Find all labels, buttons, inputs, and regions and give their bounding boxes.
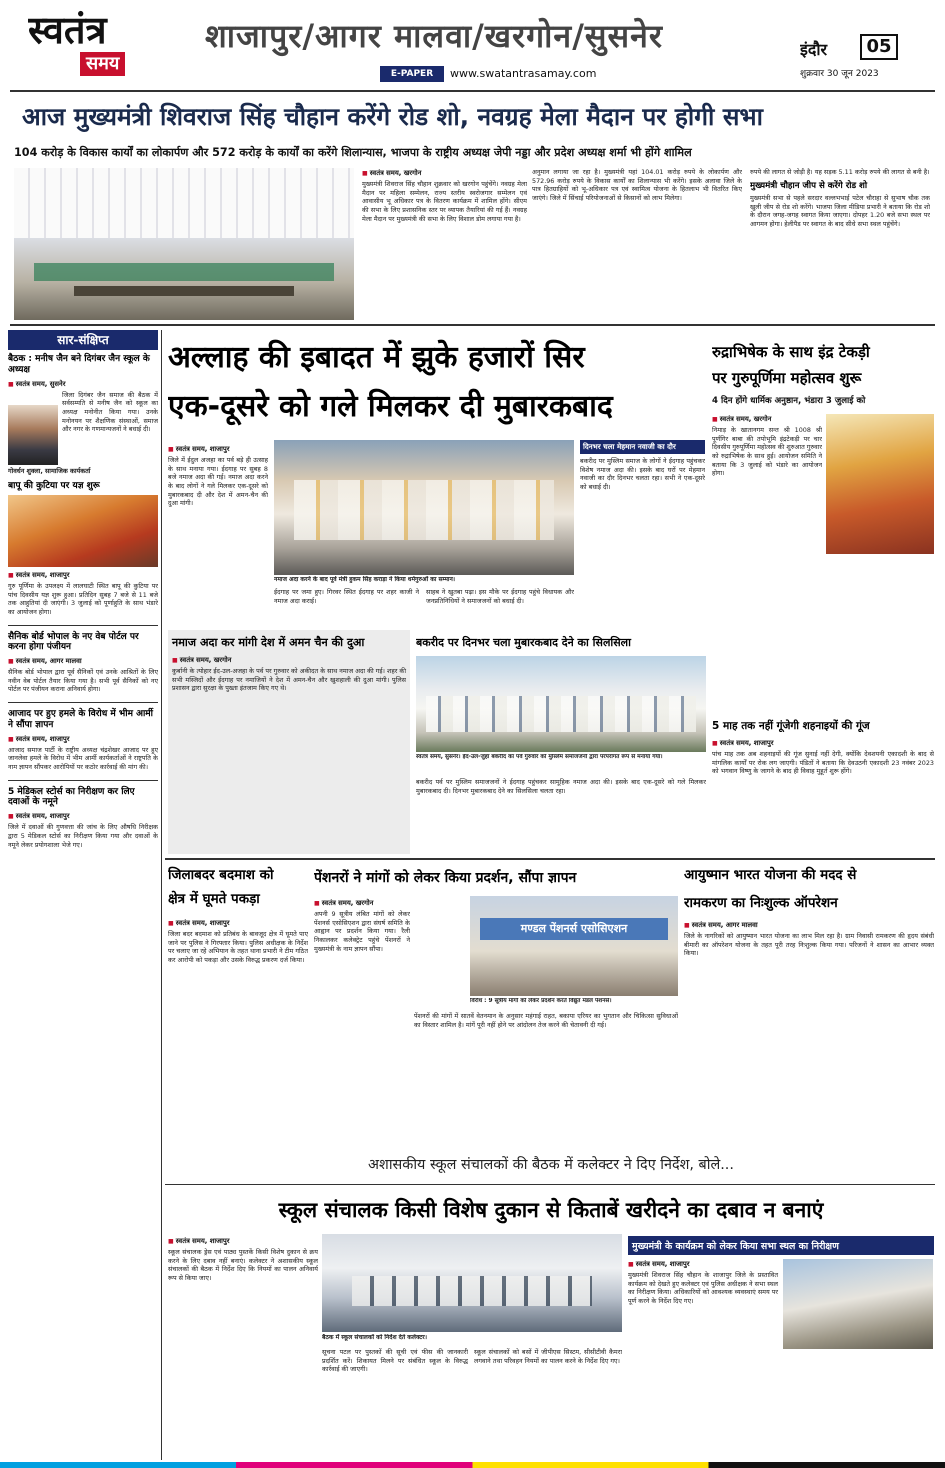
registration-bar (0, 1462, 945, 1468)
school-rule (165, 1184, 935, 1185)
shehnai-headline: 5 माह तक नहीं गूंजेगी शहनाइयों की गूंज (712, 720, 870, 732)
epaper-label: E-PAPER (380, 66, 444, 82)
sidebar-item-byline: ■ स्वतंत्र समय, शाजापुर (8, 570, 158, 579)
sidebar-item-body: सैनिक बोर्ड भोपाल द्वारा पूर्व सैनिकों एवं उनके आश्रितों के लिए नवीन वेब पोर्टल तैयार किया गया है। सभी पूर्व सैनिकों को नए पोर्टल पर पंजीयन कराना अनिवार्य होगा। (8, 668, 158, 694)
eid-headline-2: एक-दूसरे को गले मिलकर दी मुबारकबाद (168, 389, 613, 424)
zila-col (168, 918, 308, 1058)
rudra-photo (826, 414, 934, 554)
pension-col2 (414, 1012, 678, 1058)
sidebar-item (8, 702, 158, 772)
sidebar-item-byline: ■ स्वतंत्र समय, शाजापुर (8, 811, 158, 820)
zila-body: जिला बदर बदमाश को प्रतिबंध के बावजूद क्षेत्र में घूमते पाए जाने पर पुलिस ने गिरफ्तार किया। पुलिस अधीक्षक के निर्देश पर चलाए जा रहे अभियान के तहत थाना प्रभारी ने टीम गठित कर आरोपी को पकड़ा और उसके विरुद्ध प्रकरण दर्ज किया। (168, 930, 308, 964)
sidebar-item-byline: ■ स्वतंत्र समय, शाजापुर (8, 734, 158, 743)
ayush-col (684, 920, 934, 1060)
namaz-headline: नमाज अदा कर मांगी देश में अमन चैन की दुआ (172, 636, 365, 649)
pension-byline: ■ स्वतंत्र समय, खरगोन (314, 898, 410, 907)
eid-box-body: बकरीद पर मुस्लिम समाज के लोगों ने ईदगाह पहुंचकर विशेष नमाज अदा की। इसके बाद घरों पर मेहमान नवाजी का दौर दिनभर चलता रहा। सभी ने एक-दूसरे को बधाई दी। (580, 457, 705, 491)
yagya-photo (8, 495, 158, 567)
logo-bottom: समय (80, 52, 125, 76)
pension-col1 (314, 898, 410, 1058)
portrait-caption: गोवर्धन शुक्ला, सामाजिक कार्यकर्ता (8, 466, 91, 475)
school-col3 (474, 1348, 622, 1460)
dome-photo (14, 168, 354, 320)
sidebar-item-head: 5 मेडिकल स्टोर्स का निरीक्षण कर लिए दवाओं के नमूने (8, 786, 135, 808)
ayush-headline-1: आयुष्मान भारत योजना की मदद से (684, 867, 857, 883)
school-body2: सूचना पटल पर पुस्तकों की सूची एवं फीस की जानकारी प्रदर्शित करें। शिकायत मिलने पर संबंधित स्कूल के विरुद्ध कार्रवाई की जाएगी। (322, 1348, 468, 1374)
masthead (0, 0, 945, 90)
lead-col1 (362, 168, 527, 320)
page-number: 05 (860, 34, 898, 60)
lead-subhead: 104 करोड़ के विकास कार्यों का लोकार्पण और 572 करोड़ के कार्यों का करेंगे शिलान्यास, भाजपा के राष्ट्रीय अध्यक्ष जेपी नड्डा और प्रदेश अध्यक्ष शर्मा भी होंगे शामिल (14, 146, 692, 159)
sidebar-title: सार-संक्षिप्त (8, 330, 158, 350)
lead-col2-text: अनुमान लगाया जा रहा है। मुख्यमंत्री यहां 104.01 करोड़ रुपये के लोकार्पण और 572.96 करोड़ रुपये के विकास कार्यों का शिलान्यास भी करेंगे। इसके अलावा जिले के पात्र हितग्राहियों को भू-अधिकार पत्र एवं स्वामित्व योजना के हितलाभ भी वितरित किए जाएंगे। जिले में सिंचाई परियोजनाओं से किसानों को लाभ मिलेगा। (532, 168, 742, 202)
sidebar-item (8, 481, 158, 616)
shehnai-col (712, 738, 934, 850)
lead-col2 (532, 168, 742, 320)
sidebar-item-head: आजाद पर हुए हमले के विरोध में भीम आर्मी ने सौंपा ज्ञापन (8, 709, 153, 730)
school-headline: स्कूल संचालक किसी विशेष दुकान से किताबें खरीदने का दबाव न बनाएं (278, 1198, 824, 1222)
masthead-rule (10, 90, 935, 92)
lead-headline: आज मुख्यमंत्री शिवराज सिंह चौहान करेंगे रोड शो, नवग्रह मेला मैदान पर होगी सभा (22, 102, 763, 131)
eid-body2: ईदगाह पर जमा हुए। गिरवर स्थित ईदगाह पर शहर काजी ने नमाज अदा कराई। (274, 588, 419, 605)
sidebar-item-head: सैनिक बोर्ड भोपाल के नए वेब पोर्टल पर करना होगा पंजीयन (8, 631, 139, 653)
sidebar-item-body: जिला दिगंबर जैन समाज की बैठक में सर्वसम्मति से मनीष जैन को स्कूल का अध्यक्ष मनोनीत किया गया। उनके मनोनयन पर शैक्षणिक संस्थाओं, समाज और नगर के गणमान्यजनों ने बधाई दी। (62, 390, 158, 434)
school-body1: स्कूल संचालक ड्रेस एवं पाठ्य पुस्तकें किसी विशेष दुकान से क्रय करने के लिए दबाव नहीं बनाएं। कलेक्टर ने अशासकीय स्कूल संचालकों की बैठक में निर्देश दिए कि नियमों का पालन अनिवार्य रूप से किया जाए। (168, 1248, 318, 1282)
eid-photo-caption: नमाज अदा करने के बाद पूर्व मंत्री हुकम सिंह कराड़ा ने किया धर्मगुरुओं का सम्मान। (274, 576, 456, 583)
issue-date: शुक्रवार 30 जून 2023 (800, 69, 879, 79)
namaz-box (168, 630, 410, 854)
ayush-byline: ■ स्वतंत्र समय, आगर मालवा (684, 920, 934, 929)
website: www.swatantrasamay.com (450, 67, 597, 80)
cmvisit-box (628, 1236, 934, 1462)
school-body3: स्कूल संचालकों को बसों में जीपीएस सिस्टम, सीसीटीवी कैमरा लगवाने तथा परिवहन नियमों का पालन करने के निर्देश दिए गए। (474, 1348, 622, 1365)
rudra-headline-2: पर गुरुपूर्णिमा महोत्सव शुरू (712, 369, 862, 387)
pension-body2: पेंशनरों की मांगों में सातवें वेतनमान के अनुसार महंगाई राहत, बकाया एरियर का भुगतान और चिकित्सा सुविधाओं का विस्तार शामिल है। मांगें पूरी नहीं होने पर आंदोलन तेज करने की चेतावनी दी गई। (414, 1012, 678, 1029)
bakrid-col (416, 778, 706, 852)
school-photo (322, 1234, 622, 1332)
zila-byline: ■ स्वतंत्र समय, शाजापुर (168, 918, 308, 927)
shehnai-body: पांच माह तक अब शहनाइयों की गूंज सुनाई नहीं देगी, क्योंकि देवशयनी एकादशी के बाद से मांगलिक कार्यों पर रोक लग जाएगी। पंडितों ने बताया कि देवउठनी एकादशी 23 नवंबर 2023 को भगवान विष्णु के जागने के बाद ही विवाह मुहूर्त शुरू होंगे। (712, 750, 934, 776)
school-kicker: अशासकीय स्कूल संचालकों की बैठक में कलेक्टर ने दिए निर्देश, बोले... (368, 1157, 734, 1173)
eid-col3 (426, 588, 574, 628)
eid-body1: जिले में ईदुल अजहा का पर्व बड़े ही उत्साह के साथ मनाया गया। ईदगाह पर सुबह 8 बजे नमाज अदा की गई। नमाज अदा करने के बाद लोगों ने गले मिलकर एक-दूसरे को मुबारकबाद दी और देश में अमन-चैन की दुआ मांगी। (168, 456, 268, 508)
sidebar-item-byline: ■ स्वतंत्र समय, आगर मालवा (8, 656, 158, 665)
lead-rule (10, 324, 935, 326)
eid-col1 (168, 444, 268, 614)
pension-photo (470, 896, 678, 996)
bakrid-photo-caption: स्वतंत्र समय, सुसनेर। ईद-उल-जुहा बकरीद का पर्व गुरुवार को मुस्लिम समाजजनों द्वारा परंपरागत रूप से मनाया गया। (416, 754, 663, 760)
sidebar-item-head: बापू की कुटिया पर यज्ञ शुरू (8, 481, 100, 492)
pension-headline: पेंशनरों ने मांगों को लेकर किया प्रदर्शन, सौंपा ज्ञापन (314, 870, 577, 886)
school-byline: ■ स्वतंत्र समय, शाजापुर (168, 1236, 318, 1245)
bakrid-photo (416, 656, 706, 752)
lead-col1-text: मुख्यमंत्री शिवराज सिंह चौहान शुक्रवार को खरगोन पहुंचेंगे। नवग्रह मेला मैदान पर महिला सम्मेलन, राज्य स्तरीय स्वरोजगार सम्मेलन एवं आवासीय भू अधिकार पत्र के वितरण कार्यक्रम में शामिल होंगे। सीएम की सभा के लिए प्रशासनिक स्तर पर व्यापक तैयारियां की गई हैं। नवग्रह मेला मैदान पर मुख्यमंत्री की सभा के लिए विशाल डोम लगाया गया है। (362, 180, 527, 223)
school-col2 (322, 1348, 468, 1460)
eid-headline-1: अल्लाह की इबादत में झुके हजारों सिर (168, 340, 585, 375)
rudra-col (712, 414, 822, 702)
zila-headline-2: क्षेत्र में घूमते पकड़ा (168, 891, 260, 907)
lead-col3b-text: मुख्यमंत्री सभा से पहले सरदार वल्लभभाई पटेल चौराहा से सुभाष चौक तक खुली जीप से रोड शो करेंगे। भाजपा जिला मीडिया प्रभारी ने बताया कि रोड शो के दौरान जगह-जगह स्वागत किया जाएगा। दोपहर 1.20 बजे सभा स्थल पर आगमन होगा। हेलीपैड पर स्वागत के बाद सीधे सभा स्थल पहुंचेंगे। (750, 193, 930, 228)
edition-title: शाजापुर/आगर मालवा/खरगोन/सुसनेर (205, 17, 663, 55)
namaz-byline: ■ स्वतंत्र समय, खरगोन (172, 655, 406, 664)
rudra-subhead: 4 दिन होंगे धार्मिक अनुष्ठान, भंडारा 3 जुलाई को (712, 396, 866, 406)
cmvisit-byline: ■ स्वतंत्र समय, शाजापुर (628, 1259, 778, 1268)
cmvisit-photo (783, 1259, 933, 1349)
ayush-headline-2: रामकरण का निःशुल्क ऑपरेशन (684, 895, 838, 911)
eid-photo (274, 440, 574, 575)
sidebar-rule (161, 330, 162, 1460)
sidebar-item (8, 354, 158, 475)
sidebar (8, 330, 158, 1465)
eid-byline: ■ स्वतंत्र समय, शाजापुर (168, 444, 268, 453)
pension-photo-caption: विरोध : 9 सूत्रीय मांगों को लेकर प्रदर्शन करते विद्युत मंडल पेंशनर्स। (470, 998, 612, 1004)
rudra-body: निमाड़ के खातानगम सन्त श्री 1008 श्री पूर्णगिर बाबा की तपोभूमि इंद्रटेकड़ी पर चार दिवसीय गुरुपूर्णिमा महोत्सव की शुरुआत गुरुवार को रुद्राभिषेक के साथ हुई। आयोजन समिति ने बताया कि 3 जुलाई को भंडारे का आयोजन होगा। (712, 426, 822, 478)
newspaper-logo (28, 10, 158, 80)
ayush-body: जिले के नागरिकों को आयुष्मान भारत योजना का लाभ मिल रहा है। ग्राम निवासी रामकरण की हृदय संबंधी बीमारी का ऑपरेशन योजना के तहत पूरी तरह निःशुल्क किया गया। परिजनों ने शासन का आभार व्यक्त किया। (684, 932, 934, 958)
eid-box (580, 440, 705, 628)
sidebar-item-head: बैठक : मनीष जैन बने दिगंबर जैन स्कूल के अध्यक्ष (8, 354, 150, 375)
city: इंदौर (800, 40, 828, 58)
cmvisit-headline: मुख्यमंत्री के कार्यक्रम को लेकर किया सभा स्थल का निरीक्षण (628, 1236, 934, 1255)
bakrid-body: बकरीद पर्व पर मुस्लिम समाजजनों ने ईदगाह पहुंचकर सामूहिक नमाज अदा की। इसके बाद एक-दूसरे को गले मिलकर मुबारकबाद दी। दिनभर मुबारकबाद देने का सिलसिला चलता रहा। (416, 778, 706, 795)
bakrid-headline: बकरीद पर दिनभर चला मुबारकबाद देने का सिलसिला (416, 636, 631, 649)
eid-col2 (274, 588, 419, 628)
lead-col3-text: रुपये की लागत से जोड़ी है। यह सड़क 5.11 करोड़ रुपये की लागत से बनी है। (750, 168, 930, 176)
rudra-headline-1: रुद्राभिषेक के साथ इंद्र टेकड़ी (712, 343, 870, 361)
school-col1 (168, 1236, 318, 1461)
sidebar-item-body: जिले में दवाओं की गुणवत्ता की जांच के लिए औषधि निरीक्षक द्वारा 5 मेडिकल स्टोर्स का निरीक्षण किया गया और दवाओं के नमूने लेकर प्रयोगशाला भेजे गए। (8, 823, 158, 849)
eid-body3: साहब ने खुतबा पढ़ा। इस मौके पर ईदगाह पहुंचे विधायक और जनप्रतिनिधियों ने समाजजनों को बधाई दी। (426, 588, 574, 605)
sidebar-item (8, 625, 158, 695)
sidebar-item-body: आजाद समाज पार्टी के राष्ट्रीय अध्यक्ष चंद्रशेखर आजाद पर हुए जानलेवा हमले के विरोध में भीम आर्मी कार्यकर्ताओं ने राष्ट्रपति के नाम ज्ञापन सौंपकर आरोपियों पर कठोर कार्रवाई की मांग की। (8, 745, 158, 771)
sidebar-item (8, 780, 158, 850)
lead-col3 (750, 168, 930, 320)
shehnai-byline: ■ स्वतंत्र समय, शाजापुर (712, 738, 934, 747)
zila-headline-1: जिलाबदर बदमाश को (168, 867, 274, 883)
cmvisit-body: मुख्यमंत्री शिवराज सिंह चौहान के शाजापुर जिले के प्रस्तावित कार्यक्रम को देखते हुए कलेक्टर एवं पुलिस अधीक्षक ने सभा स्थल का निरीक्षण किया। अधिकारियों को आवश्यक व्यवस्थाएं समय पर पूर्ण करने के निर्देश दिए गए। (628, 1271, 778, 1305)
portrait-photo (8, 405, 58, 465)
mid-rule (165, 858, 935, 860)
namaz-body: कुर्बानी के त्योहार ईद-उल-अजहा के पर्व पर गुरुवार को अकीदत के साथ नमाज अदा की गई। शहर की सभी मस्जिदों और ईदगाह पर नमाजियों ने देश में अमन-चैन और खुशहाली की दुआ मांगी। पुलिस प्रशासन द्वारा सुरक्षा के पुख्ता इंतजाम किए गए थे। (172, 667, 406, 693)
sidebar-item-byline: ■ स्वतंत्र समय, सुसनेर (8, 379, 158, 388)
sidebar-item-body: गुरु पूर्णिमा के उपलक्ष्य में लालघाटी स्थित बापू की कुटिया पर पांच दिवसीय यज्ञ शुरू हुआ। प्रतिदिन सुबह 7 बजे से 11 बजे तक आहुतियां दी जाएंगी। 3 जुलाई को पूर्णाहुति के साथ भंडारे का आयोजन होगा। (8, 582, 158, 616)
pension-banner: मण्डल पेंशनर्स एसोसिएशन (480, 918, 668, 940)
school-photo-caption: बैठक में स्कूल संचालकों को निर्देश देते कलेक्टर। (322, 1334, 428, 1341)
pension-body1: अपनी 9 सूत्रीय लंबित मांगों को लेकर पेंशनर्स एसोसिएशन द्वारा संघर्ष समिति के आह्वान पर प्रदर्शन किया गया। रैली निकालकर कलेक्ट्रेट पहुंचे पेंशनरों ने मुख्यमंत्री के नाम ज्ञापन सौंपा। (314, 910, 410, 953)
rudra-byline: ■ स्वतंत्र समय, खरगोन (712, 414, 822, 423)
logo-top: स्वतंत्र (28, 10, 107, 52)
eid-box-head: दिनभर चला मेहमान नवाजी का दौर (580, 440, 705, 454)
lead-side-headline: मुख्यमंत्री चौहान जीप से करेंगे रोड शो (750, 180, 868, 191)
lead-byline: ■ स्वतंत्र समय, खरगोन (362, 168, 527, 177)
